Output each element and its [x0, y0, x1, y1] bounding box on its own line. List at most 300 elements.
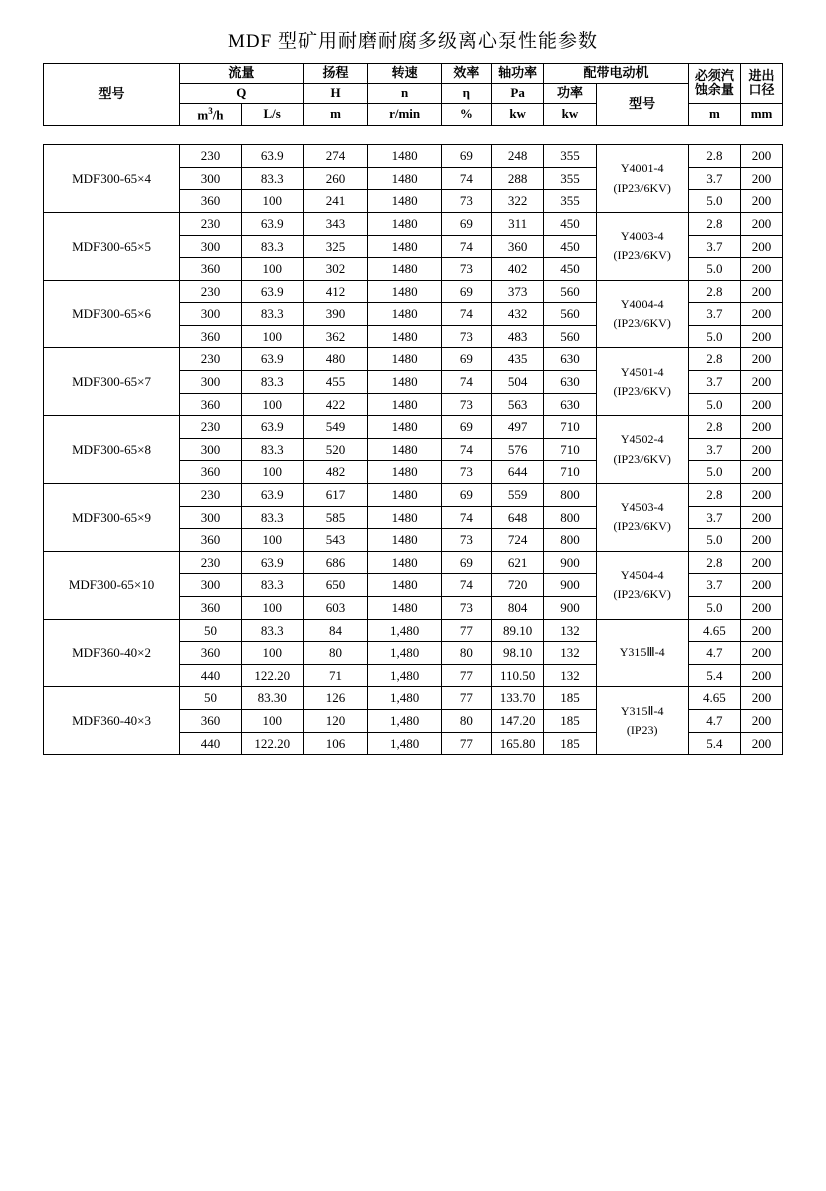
pump-model: MDF300-65×7 [44, 348, 180, 416]
cell-kw: 900 [544, 574, 596, 597]
cell-q-ls: 122.20 [241, 664, 303, 687]
cell-port: 200 [741, 416, 783, 439]
cell-eff: 74 [441, 371, 491, 394]
header-speed-symbol: n [368, 83, 441, 103]
cell-eff: 77 [441, 732, 491, 755]
cell-h: 343 [303, 212, 368, 235]
cell-eff: 73 [441, 529, 491, 552]
cell-n: 1,480 [368, 642, 441, 665]
cell-eff: 74 [441, 438, 491, 461]
header-head: 扬程 [303, 64, 368, 84]
cell-q-m3h: 440 [180, 732, 242, 755]
pump-model: MDF360-40×3 [44, 687, 180, 755]
header-unit-m3h: $m^3/h$ [180, 103, 242, 125]
header-unit-port: mm [741, 103, 783, 125]
cell-eff: 73 [441, 258, 491, 281]
cell-q-ls: 63.9 [241, 348, 303, 371]
cell-eff: 73 [441, 190, 491, 213]
table-row [44, 687, 783, 710]
cell-h: 71 [303, 664, 368, 687]
cell-eff: 73 [441, 393, 491, 416]
header-speed: 转速 [368, 64, 441, 84]
cell-eff: 77 [441, 619, 491, 642]
cell-eff: 74 [441, 167, 491, 190]
cell-pa: 576 [491, 438, 543, 461]
cell-h: 603 [303, 597, 368, 620]
cell-kw: 800 [544, 484, 596, 507]
cell-kw: 800 [544, 506, 596, 529]
table-row [44, 280, 783, 303]
cell-q-ls: 63.9 [241, 551, 303, 574]
cell-eff: 69 [441, 145, 491, 168]
header-unit-ls: L/s [241, 103, 303, 125]
table-row [44, 348, 783, 371]
table-row [44, 416, 783, 439]
cell-npsh: 2.8 [688, 484, 740, 507]
table-body [43, 144, 783, 755]
motor-model: Y4001-4 (IP23/6KV) [596, 145, 688, 213]
cell-pa: 497 [491, 416, 543, 439]
cell-q-ls: 83.3 [241, 438, 303, 461]
cell-port: 200 [741, 484, 783, 507]
cell-q-m3h: 360 [180, 461, 242, 484]
cell-port: 200 [741, 393, 783, 416]
motor-model: Y4004-4 (IP23/6KV) [596, 280, 688, 348]
cell-n: 1,480 [368, 687, 441, 710]
cell-npsh: 5.0 [688, 529, 740, 552]
cell-npsh: 3.7 [688, 438, 740, 461]
pump-model: MDF300-65×10 [44, 551, 180, 619]
cell-npsh: 2.8 [688, 145, 740, 168]
cell-pa: 248 [491, 145, 543, 168]
table-row [44, 619, 783, 642]
cell-q-m3h: 230 [180, 551, 242, 574]
cell-eff: 73 [441, 325, 491, 348]
cell-q-ls: 100 [241, 258, 303, 281]
cell-n: 1480 [368, 167, 441, 190]
motor-model: Y4502-4 (IP23/6KV) [596, 416, 688, 484]
cell-q-m3h: 360 [180, 597, 242, 620]
cell-kw: 132 [544, 619, 596, 642]
cell-eff: 74 [441, 303, 491, 326]
cell-q-ls: 63.9 [241, 416, 303, 439]
cell-h: 686 [303, 551, 368, 574]
cell-pa: 147.20 [491, 709, 543, 732]
cell-h: 260 [303, 167, 368, 190]
header-model: 型号 [44, 64, 180, 126]
cell-kw: 710 [544, 438, 596, 461]
cell-port: 200 [741, 438, 783, 461]
cell-eff: 69 [441, 348, 491, 371]
cell-q-ls: 63.9 [241, 280, 303, 303]
cell-eff: 73 [441, 597, 491, 620]
cell-n: 1480 [368, 597, 441, 620]
cell-q-m3h: 300 [180, 438, 242, 461]
motor-model: Y315Ⅲ-4 [596, 619, 688, 687]
cell-q-ls: 83.30 [241, 687, 303, 710]
cell-n: 1480 [368, 574, 441, 597]
cell-q-ls: 100 [241, 709, 303, 732]
header-efficiency-symbol: η [441, 83, 491, 103]
cell-port: 200 [741, 167, 783, 190]
cell-port: 200 [741, 461, 783, 484]
cell-npsh: 2.8 [688, 348, 740, 371]
cell-pa: 98.10 [491, 642, 543, 665]
cell-kw: 560 [544, 325, 596, 348]
cell-q-m3h: 230 [180, 416, 242, 439]
cell-kw: 800 [544, 529, 596, 552]
header-row-1 [44, 64, 783, 84]
cell-q-m3h: 300 [180, 506, 242, 529]
cell-eff: 69 [441, 212, 491, 235]
cell-q-ls: 63.9 [241, 484, 303, 507]
cell-q-ls: 122.20 [241, 732, 303, 755]
cell-eff: 77 [441, 664, 491, 687]
cell-n: 1480 [368, 371, 441, 394]
cell-kw: 710 [544, 416, 596, 439]
cell-q-ls: 100 [241, 190, 303, 213]
table-header [43, 63, 783, 126]
cell-kw: 132 [544, 642, 596, 665]
pump-model: MDF300-65×8 [44, 416, 180, 484]
cell-h: 549 [303, 416, 368, 439]
cell-h: 650 [303, 574, 368, 597]
header-efficiency: 效率 [441, 64, 491, 84]
cell-eff: 74 [441, 235, 491, 258]
cell-eff: 69 [441, 416, 491, 439]
cell-h: 80 [303, 642, 368, 665]
cell-kw: 630 [544, 348, 596, 371]
cell-n: 1480 [368, 348, 441, 371]
cell-q-m3h: 230 [180, 348, 242, 371]
cell-h: 274 [303, 145, 368, 168]
cell-npsh: 2.8 [688, 416, 740, 439]
cell-npsh: 3.7 [688, 167, 740, 190]
cell-h: 84 [303, 619, 368, 642]
pump-model: MDF300-65×6 [44, 280, 180, 348]
motor-model: Y4003-4 (IP23/6KV) [596, 212, 688, 280]
cell-q-ls: 83.3 [241, 574, 303, 597]
cell-pa: 559 [491, 484, 543, 507]
cell-kw: 450 [544, 235, 596, 258]
cell-kw: 450 [544, 258, 596, 281]
cell-q-ls: 83.3 [241, 167, 303, 190]
cell-port: 200 [741, 348, 783, 371]
cell-port: 200 [741, 258, 783, 281]
cell-kw: 710 [544, 461, 596, 484]
cell-npsh: 5.0 [688, 190, 740, 213]
page-title: MDF 型矿用耐磨耐腐多级离心泵性能参数 [228, 31, 598, 52]
cell-kw: 630 [544, 393, 596, 416]
cell-port: 200 [741, 235, 783, 258]
cell-npsh: 5.0 [688, 325, 740, 348]
pump-model: MDF360-40×2 [44, 619, 180, 687]
cell-kw: 132 [544, 664, 596, 687]
cell-npsh: 5.4 [688, 732, 740, 755]
cell-q-ls: 63.9 [241, 145, 303, 168]
cell-eff: 73 [441, 461, 491, 484]
header-unit-rmin: r/min [368, 103, 441, 125]
cell-pa: 648 [491, 506, 543, 529]
cell-npsh: 2.8 [688, 280, 740, 303]
cell-kw: 450 [544, 212, 596, 235]
cell-q-ls: 83.3 [241, 303, 303, 326]
table-row [44, 551, 783, 574]
cell-q-ls: 100 [241, 597, 303, 620]
header-unit-motor-kw: kw [544, 103, 596, 125]
cell-n: 1,480 [368, 619, 441, 642]
cell-pa: 504 [491, 371, 543, 394]
cell-h: 422 [303, 393, 368, 416]
cell-npsh: 4.65 [688, 619, 740, 642]
cell-npsh: 5.4 [688, 664, 740, 687]
cell-kw: 900 [544, 551, 596, 574]
cell-eff: 69 [441, 551, 491, 574]
header-flow-symbol: Q [180, 83, 304, 103]
cell-kw: 185 [544, 687, 596, 710]
cell-pa: 563 [491, 393, 543, 416]
cell-port: 200 [741, 687, 783, 710]
cell-pa: 322 [491, 190, 543, 213]
cell-kw: 560 [544, 280, 596, 303]
cell-port: 200 [741, 709, 783, 732]
header-unit-m: m [303, 103, 368, 125]
header-npsh: 必须汽蚀余量 [688, 64, 740, 104]
cell-h: 520 [303, 438, 368, 461]
cell-port: 200 [741, 212, 783, 235]
cell-npsh: 5.0 [688, 258, 740, 281]
cell-npsh: 2.8 [688, 212, 740, 235]
cell-kw: 560 [544, 303, 596, 326]
cell-q-m3h: 440 [180, 664, 242, 687]
cell-q-m3h: 50 [180, 619, 242, 642]
cell-n: 1480 [368, 393, 441, 416]
cell-h: 106 [303, 732, 368, 755]
cell-port: 200 [741, 371, 783, 394]
header-shaft-power: 轴功率 [491, 64, 543, 84]
cell-h: 585 [303, 506, 368, 529]
cell-pa: 483 [491, 325, 543, 348]
motor-model: Y4501-4 (IP23/6KV) [596, 348, 688, 416]
cell-q-m3h: 230 [180, 212, 242, 235]
header-motor: 配带电动机 [544, 64, 688, 84]
cell-n: 1,480 [368, 709, 441, 732]
cell-port: 200 [741, 574, 783, 597]
cell-npsh: 3.7 [688, 574, 740, 597]
cell-q-m3h: 360 [180, 190, 242, 213]
cell-pa: 133.70 [491, 687, 543, 710]
cell-n: 1480 [368, 303, 441, 326]
cell-port: 200 [741, 732, 783, 755]
cell-n: 1480 [368, 280, 441, 303]
cell-pa: 373 [491, 280, 543, 303]
cell-pa: 432 [491, 303, 543, 326]
cell-h: 482 [303, 461, 368, 484]
cell-h: 412 [303, 280, 368, 303]
cell-pa: 720 [491, 574, 543, 597]
cell-pa: 644 [491, 461, 543, 484]
cell-n: 1480 [368, 506, 441, 529]
cell-h: 325 [303, 235, 368, 258]
cell-pa: 402 [491, 258, 543, 281]
header-head-symbol: H [303, 83, 368, 103]
cell-n: 1480 [368, 145, 441, 168]
cell-q-ls: 83.3 [241, 506, 303, 529]
cell-n: 1480 [368, 416, 441, 439]
cell-npsh: 3.7 [688, 506, 740, 529]
cell-npsh: 3.7 [688, 303, 740, 326]
cell-h: 617 [303, 484, 368, 507]
cell-q-ls: 100 [241, 642, 303, 665]
cell-npsh: 5.0 [688, 597, 740, 620]
pump-model: MDF300-65×9 [44, 484, 180, 552]
cell-eff: 80 [441, 709, 491, 732]
cell-pa: 165.80 [491, 732, 543, 755]
cell-port: 200 [741, 664, 783, 687]
header-unit-npsh: m [688, 103, 740, 125]
cell-pa: 89.10 [491, 619, 543, 642]
table-row [44, 484, 783, 507]
cell-eff: 77 [441, 687, 491, 710]
cell-h: 120 [303, 709, 368, 732]
cell-npsh: 5.0 [688, 461, 740, 484]
cell-n: 1480 [368, 461, 441, 484]
cell-kw: 355 [544, 167, 596, 190]
motor-model: Y4503-4 (IP23/6KV) [596, 484, 688, 552]
cell-q-m3h: 50 [180, 687, 242, 710]
cell-q-ls: 100 [241, 529, 303, 552]
cell-h: 126 [303, 687, 368, 710]
cell-h: 480 [303, 348, 368, 371]
cell-eff: 80 [441, 642, 491, 665]
cell-npsh: 4.65 [688, 687, 740, 710]
cell-h: 543 [303, 529, 368, 552]
cell-n: 1480 [368, 438, 441, 461]
cell-kw: 900 [544, 597, 596, 620]
cell-h: 455 [303, 371, 368, 394]
cell-pa: 360 [491, 235, 543, 258]
cell-kw: 185 [544, 709, 596, 732]
cell-n: 1480 [368, 235, 441, 258]
cell-q-ls: 100 [241, 325, 303, 348]
cell-pa: 110.50 [491, 664, 543, 687]
header-shaft-power-symbol: Pa [491, 83, 543, 103]
cell-port: 200 [741, 619, 783, 642]
cell-q-ls: 100 [241, 461, 303, 484]
cell-npsh: 2.8 [688, 551, 740, 574]
cell-q-m3h: 300 [180, 574, 242, 597]
cell-kw: 355 [544, 145, 596, 168]
cell-port: 200 [741, 529, 783, 552]
cell-port: 200 [741, 597, 783, 620]
cell-q-m3h: 360 [180, 258, 242, 281]
cell-port: 200 [741, 303, 783, 326]
header-unit-kw: kw [491, 103, 543, 125]
cell-npsh: 3.7 [688, 371, 740, 394]
document-page [0, 26, 826, 1191]
cell-n: 1480 [368, 551, 441, 574]
cell-q-m3h: 360 [180, 325, 242, 348]
cell-pa: 621 [491, 551, 543, 574]
cell-eff: 69 [441, 484, 491, 507]
cell-port: 200 [741, 551, 783, 574]
cell-n: 1480 [368, 325, 441, 348]
cell-q-m3h: 360 [180, 642, 242, 665]
cell-q-m3h: 300 [180, 303, 242, 326]
cell-q-m3h: 360 [180, 529, 242, 552]
cell-port: 200 [741, 280, 783, 303]
cell-q-m3h: 230 [180, 484, 242, 507]
cell-kw: 355 [544, 190, 596, 213]
cell-eff: 69 [441, 280, 491, 303]
cell-pa: 288 [491, 167, 543, 190]
cell-n: 1,480 [368, 664, 441, 687]
cell-q-ls: 83.3 [241, 619, 303, 642]
cell-npsh: 4.7 [688, 709, 740, 732]
cell-eff: 74 [441, 574, 491, 597]
cell-h: 362 [303, 325, 368, 348]
cell-q-ls: 83.3 [241, 235, 303, 258]
cell-q-ls: 63.9 [241, 212, 303, 235]
table-row [44, 145, 783, 168]
cell-port: 200 [741, 642, 783, 665]
cell-port: 200 [741, 190, 783, 213]
cell-port: 200 [741, 145, 783, 168]
header-port: 进出口径 [741, 64, 783, 104]
cell-npsh: 5.0 [688, 393, 740, 416]
table-row [44, 212, 783, 235]
cell-h: 302 [303, 258, 368, 281]
cell-kw: 185 [544, 732, 596, 755]
pump-model: MDF300-65×5 [44, 212, 180, 280]
cell-q-m3h: 300 [180, 371, 242, 394]
cell-h: 390 [303, 303, 368, 326]
cell-q-m3h: 230 [180, 145, 242, 168]
header-unit-percent: % [441, 103, 491, 125]
cell-pa: 804 [491, 597, 543, 620]
cell-n: 1480 [368, 484, 441, 507]
cell-pa: 724 [491, 529, 543, 552]
cell-n: 1480 [368, 212, 441, 235]
cell-npsh: 3.7 [688, 235, 740, 258]
cell-n: 1480 [368, 529, 441, 552]
cell-port: 200 [741, 506, 783, 529]
cell-kw: 630 [544, 371, 596, 394]
cell-n: 1480 [368, 258, 441, 281]
header-motor-model: 型号 [596, 83, 688, 125]
cell-n: 1480 [368, 190, 441, 213]
cell-pa: 435 [491, 348, 543, 371]
cell-eff: 74 [441, 506, 491, 529]
cell-q-ls: 83.3 [241, 371, 303, 394]
cell-port: 200 [741, 325, 783, 348]
cell-n: 1,480 [368, 732, 441, 755]
cell-q-m3h: 300 [180, 167, 242, 190]
cell-q-ls: 100 [241, 393, 303, 416]
cell-q-m3h: 230 [180, 280, 242, 303]
cell-h: 241 [303, 190, 368, 213]
cell-q-m3h: 360 [180, 709, 242, 732]
pump-model: MDF300-65×4 [44, 145, 180, 213]
header-flow: 流量 [180, 64, 304, 84]
motor-model: Y315Ⅱ-4 (IP23) [596, 687, 688, 755]
motor-model: Y4504-4 (IP23/6KV) [596, 551, 688, 619]
cell-q-m3h: 360 [180, 393, 242, 416]
cell-pa: 311 [491, 212, 543, 235]
cell-q-m3h: 300 [180, 235, 242, 258]
header-motor-power: 功率 [544, 83, 596, 103]
cell-npsh: 4.7 [688, 642, 740, 665]
